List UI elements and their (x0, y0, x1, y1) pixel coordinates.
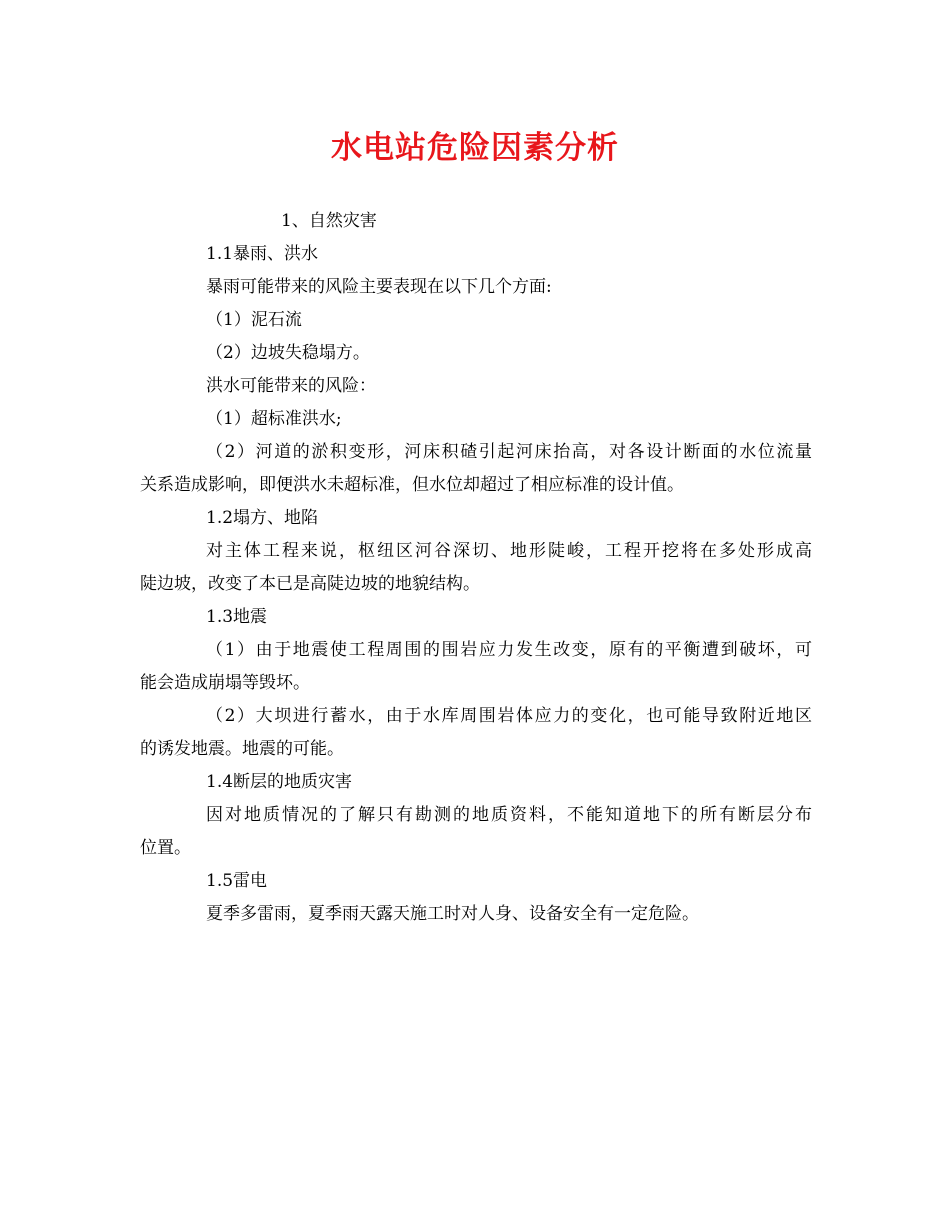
document-body (140, 205, 812, 931)
list-item: （1）泥石流 (206, 310, 302, 330)
paragraph-line: 能会造成崩塌等毁坏。 (140, 673, 310, 693)
paragraph-line: 对主体工程来说，枢纽区河谷深切、地形陡峻，工程开挖将在多处形成高 (206, 541, 812, 561)
subsection-heading-landslide: 1.2塌方、地陷 (206, 508, 319, 528)
paragraph-line: 关系造成影响，即便洪水未超标准，但水位却超过了相应标准的设计值。 (140, 475, 684, 495)
paragraph-line: 暴雨可能带来的风险主要表现在以下几个方面: (206, 277, 552, 297)
paragraph-line: 陡边坡，改变了本已是高陡边坡的地貌结构。 (140, 574, 480, 594)
subsection-heading-rainstorm-flood: 1.1暴雨、洪水 (206, 244, 319, 264)
list-item: （2）大坝进行蓄水，由于水库周围岩体应力的变化，也可能导致附近地区 (206, 706, 812, 726)
list-item: （2）边坡失稳塌方。 (206, 343, 370, 363)
document-title: 水电站危险因素分析 (331, 130, 619, 166)
paragraph-line: 位置。 (140, 838, 191, 858)
paragraph-line: 洪水可能带来的风险： (206, 376, 376, 396)
subsection-heading-earthquake: 1.3地震 (206, 607, 268, 627)
list-item: （1）超标准洪水; (206, 409, 342, 429)
subsection-heading-lightning: 1.5雷电 (206, 871, 268, 891)
list-item: （2）河道的淤积变形，河床积碴引起河床抬高，对各设计断面的水位流量 (206, 442, 812, 462)
list-item: （1）由于地震使工程周围的围岩应力发生改变，原有的平衡遭到破坏，可 (206, 640, 812, 660)
paragraph-line: 因对地质情况的了解只有勘测的地质资料，不能知道地下的所有断层分布 (206, 805, 812, 825)
subsection-heading-fault-geology: 1.4断层的地质灾害 (206, 772, 353, 792)
section-heading-natural-disasters: 1、自然灾害 (281, 211, 377, 231)
paragraph-line: 夏季多雷雨，夏季雨天露天施工时对人身、设备安全有一定危险。 (206, 904, 699, 924)
paragraph-line: 的诱发地震。地震的可能。 (140, 739, 344, 759)
